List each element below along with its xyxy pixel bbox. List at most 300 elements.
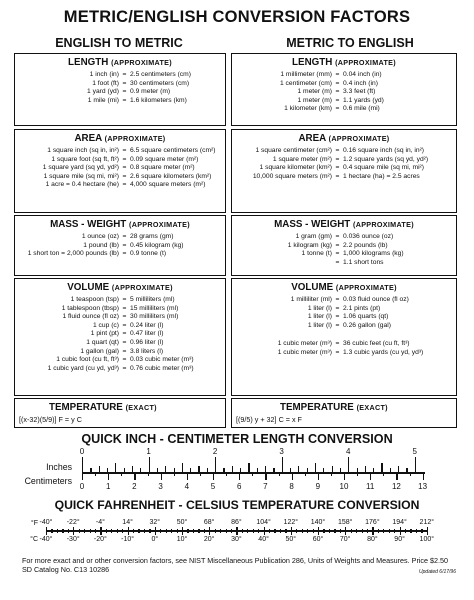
cm-number: 9 <box>315 482 321 491</box>
english-to-metric-heading: ENGLISH TO METRIC <box>55 36 183 50</box>
conversion-row <box>236 97 452 106</box>
cm-number: 11 <box>366 482 375 491</box>
to-unit: 0.4 square mile (sq mi, mi²) <box>343 164 425 172</box>
inch-minor-tick <box>223 468 224 472</box>
conversion-row <box>236 164 452 173</box>
equals-sign: = <box>335 250 340 258</box>
cm-number: 6 <box>236 482 242 491</box>
equals-sign: = <box>122 147 127 154</box>
from-unit: 1 teaspoon (tsp) <box>70 296 119 303</box>
fahrenheit-label: °F <box>30 520 38 527</box>
inches-label: Inches <box>46 462 72 472</box>
from-unit: 1 foot (ft) <box>92 79 119 87</box>
to-unit: 0.96 liter (l) <box>130 338 164 346</box>
fahrenheit-value: 122° <box>283 519 299 526</box>
fahrenheit-value: 140° <box>310 519 326 526</box>
cm-half-tick <box>410 472 411 476</box>
from-unit: 1 milliliter (ml) <box>290 296 332 303</box>
celsius-value: 90° <box>394 536 405 543</box>
from-unit: 1 kilometer (km) <box>284 105 332 113</box>
temperature-minor-tick <box>313 529 314 533</box>
inch-minor-tick <box>90 468 91 472</box>
temperature-minor-tick <box>62 529 63 533</box>
conversion-row <box>19 173 221 182</box>
fahrenheit-to-celsius-formula: [(x-32)(5/9)] F = y C <box>19 415 82 424</box>
temperature-minor-tick <box>215 529 216 533</box>
area-english-to-metric-box <box>14 129 226 213</box>
temperature-minor-tick <box>149 529 150 533</box>
equals-sign: = <box>122 233 127 240</box>
from-unit: 1 mile (mi) <box>87 96 119 104</box>
temperature-tick <box>427 527 428 535</box>
temperature-tick <box>372 527 373 535</box>
conversion-row <box>19 164 221 173</box>
equals-sign: = <box>122 96 127 104</box>
to-unit: 0.9 meter (m) <box>130 88 171 96</box>
to-unit: 1.3 cubic yards (cu yd, yd³) <box>343 348 424 356</box>
equals-sign: = <box>122 71 127 78</box>
to-unit: 0.6 mile (mi) <box>343 105 380 113</box>
temperature-minor-tick <box>57 529 58 533</box>
conversion-row <box>236 349 452 358</box>
to-unit: 0.16 square inch (sq in, in²) <box>343 147 425 154</box>
cm-number: 5 <box>210 482 216 491</box>
from-unit: 1 acre = 0.4 hectare (he) <box>45 181 119 189</box>
equals-sign: = <box>335 172 340 180</box>
temperature-tick <box>182 527 183 535</box>
to-unit: 2.6 square kilometers (km²) <box>130 172 212 180</box>
mass-english-to-metric-box <box>14 215 226 276</box>
temperature-tick <box>291 527 292 535</box>
equals-sign: = <box>335 155 340 163</box>
temperature-minor-tick <box>351 529 352 533</box>
conversion-row <box>19 250 221 259</box>
temperature-minor-tick <box>106 529 107 533</box>
from-unit: 1 square kilometer (km²) <box>259 164 332 172</box>
length-english-to-metric-box <box>14 53 226 126</box>
conversion-row <box>236 233 452 242</box>
from-unit: 1 yard (yd) <box>87 88 119 96</box>
volume-metric-to-english-box <box>231 278 457 396</box>
celsius-value: -10° <box>121 536 135 543</box>
section-heading: LENGTH (APPROXIMATE) <box>292 57 396 68</box>
from-unit: 10,000 square meters (m²) <box>252 172 332 180</box>
conversion-row <box>236 305 452 314</box>
temperature-minor-tick <box>378 529 379 533</box>
celsius-value: -40° <box>39 536 53 543</box>
equals-sign: = <box>335 96 340 104</box>
celsius-value: 100° <box>419 536 435 543</box>
to-unit: 3.8 liters (l) <box>130 347 164 355</box>
conversion-row <box>19 322 221 331</box>
cm-tick <box>396 472 397 480</box>
conversion-row <box>19 80 221 89</box>
from-unit: 1 cubic meter (m³) <box>277 348 332 356</box>
cm-tick <box>318 472 319 480</box>
celsius-value: 60° <box>312 536 324 543</box>
from-unit: 1 meter (m) <box>297 96 332 104</box>
to-unit: 4,000 square meters (m²) <box>130 181 206 189</box>
equals-sign: = <box>122 313 127 321</box>
to-unit: 28 grams (gm) <box>130 233 174 240</box>
from-unit: 1 cup (c) <box>92 321 119 329</box>
fahrenheit-value: -22° <box>66 519 80 526</box>
cm-half-tick <box>174 472 175 476</box>
section-heading: VOLUME (APPROXIMATE) <box>291 282 397 293</box>
equals-sign: = <box>122 164 127 172</box>
equals-sign: = <box>335 71 340 78</box>
equals-sign: = <box>122 356 127 364</box>
celsius-value: 30° <box>231 536 242 543</box>
inch-minor-tick <box>315 463 316 472</box>
temperature-tick <box>264 527 265 535</box>
temperature-minor-tick <box>166 529 167 533</box>
fahrenheit-value: 194° <box>392 519 407 526</box>
equals-sign: = <box>122 172 127 180</box>
inch-minor-tick <box>140 468 141 472</box>
conversion-row <box>19 356 221 365</box>
conversion-row <box>236 80 452 89</box>
area-metric-to-english-box <box>231 129 457 213</box>
equals-sign: = <box>122 330 127 338</box>
temperature-minor-tick <box>231 529 232 533</box>
to-unit: 1,000 kilograms (kg) <box>343 250 404 258</box>
to-unit: 1.2 square yards (sq yd, yd²) <box>343 155 429 163</box>
temperature-minor-tick <box>198 529 199 533</box>
inch-minor-tick <box>99 466 100 472</box>
inch-minor-tick <box>132 466 133 472</box>
celsius-value: 70° <box>339 536 351 543</box>
temperature-minor-tick <box>193 529 194 533</box>
from-unit: 1 inch (in) <box>89 71 119 78</box>
cm-number: 13 <box>418 482 428 491</box>
inch-number: 4 <box>345 447 351 456</box>
to-unit: 0.8 square meter (m²) <box>130 164 195 172</box>
equals-sign: = <box>122 364 127 372</box>
temperature-tick <box>318 527 319 535</box>
equals-sign: = <box>335 340 340 348</box>
temperature-minor-tick <box>285 529 286 533</box>
from-unit: 1 cubic foot (cu ft, ft³) <box>56 356 119 364</box>
to-unit: 0.76 cubic meter (m³) <box>130 364 194 372</box>
conversion-row <box>19 147 221 156</box>
conversion-row <box>19 313 221 322</box>
inch-number: 2 <box>212 447 218 456</box>
fahrenheit-value: -40° <box>39 519 53 526</box>
equals-sign: = <box>335 348 340 356</box>
cm-half-tick <box>148 472 149 476</box>
temperature-minor-tick <box>269 529 270 533</box>
to-unit: 2.1 pints (pt) <box>343 304 381 312</box>
inch-minor-tick <box>340 468 341 472</box>
equals-sign: = <box>335 258 340 266</box>
from-unit: 1 square mile (sq mi, mi²) <box>43 172 119 180</box>
temperature-minor-tick <box>117 529 118 533</box>
conversion-row <box>236 313 452 322</box>
from-unit: 1 square foot (sq ft, ft²) <box>51 155 119 163</box>
equals-sign: = <box>122 296 127 303</box>
fahrenheit-value: 32° <box>149 519 161 526</box>
from-unit: 1 centimeter (cm) <box>279 79 332 87</box>
to-unit: 15 milliliters (ml) <box>130 304 179 312</box>
from-unit: 1 square yard (sq yd, yd²) <box>42 164 119 172</box>
fahrenheit-value: 68° <box>203 519 215 526</box>
fahrenheit-value: 86° <box>231 519 242 526</box>
cm-half-tick <box>200 472 201 476</box>
inch-major-tick <box>348 457 349 472</box>
conversion-row <box>19 365 221 374</box>
from-unit: 1 pound (lb) <box>83 241 119 249</box>
inch-major-tick <box>415 457 416 472</box>
from-unit: 1 pint (pt) <box>90 330 119 338</box>
to-unit: 0.09 square meter (m²) <box>130 155 199 163</box>
inch-minor-tick <box>373 468 374 472</box>
inch-number: 0 <box>79 447 85 456</box>
inch-number: 1 <box>146 447 151 456</box>
conversion-row <box>236 173 452 182</box>
inch-number: 3 <box>279 447 284 456</box>
cm-number: 10 <box>339 482 349 491</box>
section-heading: LENGTH (APPROXIMATE) <box>68 57 172 68</box>
temperature-minor-tick <box>421 529 422 533</box>
inch-minor-tick <box>390 468 391 472</box>
temperature-tick <box>46 527 47 535</box>
section-heading: TEMPERATURE (EXACT) <box>49 402 157 413</box>
inch-minor-tick <box>298 466 299 472</box>
length-metric-to-english-box <box>231 53 457 126</box>
to-unit: 30 milliliters (ml) <box>130 313 179 321</box>
metric-to-english-heading: METRIC TO ENGLISH <box>286 36 414 50</box>
temperature-tick <box>73 527 74 535</box>
inch-minor-tick <box>257 468 258 472</box>
from-unit <box>236 259 332 268</box>
from-unit: 1 tablespoon (tbsp) <box>61 304 119 312</box>
temperature-minor-tick <box>51 529 52 533</box>
conversion-row <box>236 340 452 349</box>
equals-sign: = <box>122 347 127 355</box>
temperature-minor-tick <box>334 529 335 533</box>
to-unit: 30 centimeters (cm) <box>130 79 190 87</box>
to-unit: 0.4 inch (in) <box>343 79 378 87</box>
temperature-minor-tick <box>247 529 248 533</box>
to-unit: 0.9 tonne (t) <box>130 250 167 258</box>
cm-tick <box>187 472 188 480</box>
from-unit: 1 meter (m) <box>297 88 332 96</box>
to-unit: 2.2 pounds (lb) <box>343 241 388 249</box>
temperature-tick <box>400 527 401 535</box>
temperature-minor-tick <box>362 529 363 533</box>
equals-sign: = <box>122 304 127 312</box>
from-unit: 1 cubic yard (cu yd, yd³) <box>47 364 119 372</box>
temperature-minor-tick <box>296 529 297 533</box>
fahrenheit-value: 50° <box>176 519 188 526</box>
length-conversion-title: QUICK INCH - CENTIMETER LENGTH CONVERSION <box>81 432 393 446</box>
equals-sign: = <box>122 155 127 163</box>
section-heading: AREA (APPROXIMATE) <box>298 133 390 144</box>
to-unit: 0.24 liter (l) <box>130 321 164 329</box>
temperature-minor-tick <box>410 529 411 533</box>
temperature-minor-tick <box>389 529 390 533</box>
section-heading: VOLUME (APPROXIMATE) <box>67 282 173 293</box>
temperature-minor-tick <box>95 529 96 533</box>
cm-number: 0 <box>79 482 85 491</box>
inch-minor-tick <box>190 468 191 472</box>
to-unit: 6.5 square centimeters (cm²) <box>130 147 216 154</box>
fahrenheit-value: -4° <box>95 519 105 526</box>
cm-tick <box>370 472 371 480</box>
celsius-value: 10° <box>176 536 188 543</box>
cm-tick <box>213 472 214 480</box>
fahrenheit-value: 14° <box>122 519 133 526</box>
inch-minor-tick <box>323 468 324 472</box>
cm-half-tick <box>279 472 280 476</box>
inch-minor-tick <box>365 466 366 472</box>
temperature-tick <box>209 527 210 535</box>
to-unit: 3.3 feet (ft) <box>343 88 376 96</box>
conversion-row <box>236 156 452 165</box>
inch-minor-tick <box>182 463 183 472</box>
temperature-tick <box>345 527 346 535</box>
fahrenheit-value: 158° <box>337 519 353 526</box>
to-unit: 0.04 inch (in) <box>343 71 382 78</box>
inch-minor-tick <box>232 466 233 472</box>
equals-sign: = <box>335 88 340 96</box>
temperature-minor-tick <box>258 529 259 533</box>
to-unit: 1.06 quarts (qt) <box>343 313 389 321</box>
conversion-row <box>19 296 221 305</box>
inch-minor-tick <box>381 463 382 472</box>
temperature-minor-tick <box>405 529 406 533</box>
equals-sign: = <box>122 250 127 258</box>
equals-sign: = <box>335 233 340 240</box>
to-unit: 1.1 short tons <box>343 258 384 266</box>
conversion-row <box>19 97 221 106</box>
temperature-minor-tick <box>329 529 330 533</box>
temperature-minor-tick <box>122 529 123 533</box>
temperature-minor-tick <box>177 529 178 533</box>
to-unit: 0.47 liter (l) <box>130 330 164 338</box>
from-unit: 1 kilogram (kg) <box>287 241 332 249</box>
celsius-to-fahrenheit-formula: [(9/5) y + 32] C = x F <box>236 415 302 424</box>
cm-half-tick <box>121 472 122 476</box>
conversion-row <box>19 339 221 348</box>
temperature-minor-tick <box>84 529 85 533</box>
fahrenheit-value: 104° <box>256 519 271 526</box>
conversion-row <box>236 105 452 114</box>
cm-tick <box>239 472 240 480</box>
conversion-row <box>236 147 452 156</box>
celsius-value: 40° <box>258 536 269 543</box>
mass-metric-to-english-box <box>231 215 457 276</box>
section-heading: AREA (APPROXIMATE) <box>74 133 166 144</box>
cm-half-tick <box>95 472 96 476</box>
conversion-row <box>19 181 221 190</box>
to-unit: 0.26 gallon (gal) <box>343 321 391 329</box>
inch-minor-tick <box>157 468 158 472</box>
inch-major-tick <box>149 457 150 472</box>
equals-sign: = <box>122 181 127 189</box>
cm-number: 1 <box>105 482 111 491</box>
cm-half-tick <box>357 472 358 476</box>
to-unit: 5 milliliters (ml) <box>130 296 175 303</box>
conversion-row <box>236 88 452 97</box>
inch-minor-tick <box>406 468 407 472</box>
temperature-minor-tick <box>204 529 205 533</box>
cm-tick <box>265 472 266 480</box>
celsius-value: -20° <box>93 536 107 543</box>
conversion-row <box>236 259 452 268</box>
conversion-row <box>19 348 221 357</box>
temperature-minor-tick <box>242 529 243 533</box>
celsius-value: 0° <box>151 536 159 543</box>
to-unit: 2.5 centimeters (cm) <box>130 71 191 78</box>
temperature-conversion-title: QUICK FAHRENHEIT - CELSIUS TEMPERATURE CONVERSION <box>54 498 420 512</box>
cm-half-tick <box>226 472 227 476</box>
inch-minor-tick <box>115 463 116 472</box>
inch-minor-tick <box>248 463 249 472</box>
from-unit: 1 square centimeter (cm²) <box>255 147 332 154</box>
equals-sign: = <box>122 321 127 329</box>
inch-minor-tick <box>124 468 125 472</box>
footer-note: For more exact and or other conversion factors, see NIST Miscellaneous Publication 286, Units of Weights and Measures. Price $2.50 SD Catalog No. C13 10286 <box>22 556 449 574</box>
cm-number: 4 <box>184 482 190 491</box>
updated-date: Updated 6/17/96 <box>419 569 456 575</box>
temperature-minor-tick <box>274 529 275 533</box>
fahrenheit-value: 212° <box>419 519 435 526</box>
equals-sign: = <box>335 79 340 87</box>
section-heading: TEMPERATURE (EXACT) <box>280 402 388 413</box>
from-unit: 1 liter (l) <box>307 313 332 321</box>
centimeters-label: Centimeters <box>24 476 72 486</box>
conversion-row <box>19 71 221 80</box>
temperature-minor-tick <box>416 529 417 533</box>
equals-sign: = <box>335 321 340 329</box>
conversion-row <box>19 242 221 251</box>
from-unit: 1 ounce (oz) <box>81 233 119 240</box>
from-unit: 1 tonne (t) <box>301 250 332 258</box>
section-heading: MASS - WEIGHT (APPROXIMATE) <box>274 219 414 230</box>
temperature-minor-tick <box>220 529 221 533</box>
celsius-label: °C <box>30 536 38 543</box>
section-heading: MASS - WEIGHT (APPROXIMATE) <box>50 219 190 230</box>
inch-major-tick <box>215 457 216 472</box>
from-unit: 1 gram (gm) <box>295 233 332 240</box>
inch-minor-tick <box>398 466 399 472</box>
from-unit: 1 liter (l) <box>307 304 332 312</box>
to-unit: 0.03 cubic meter (m³) <box>130 356 194 364</box>
cm-tick <box>423 472 424 480</box>
temperature-minor-tick <box>138 529 139 533</box>
temperature-minor-tick <box>226 529 227 533</box>
cm-tick <box>292 472 293 480</box>
temperature-minor-tick <box>68 529 69 533</box>
from-unit: 1 cubic meter (m³) <box>277 340 332 348</box>
fahrenheit-value: 176° <box>365 519 380 526</box>
equals-sign: = <box>122 241 127 249</box>
cm-number: 2 <box>132 482 137 491</box>
conversion-row <box>236 250 452 259</box>
temperature-minor-tick <box>133 529 134 533</box>
cm-tick <box>344 472 345 480</box>
to-unit: 0.036 ounce (oz) <box>343 233 394 240</box>
temperature-minor-tick <box>79 529 80 533</box>
temperature-minor-tick <box>323 529 324 533</box>
cm-number: 3 <box>158 482 163 491</box>
from-unit: 1 square meter (m²) <box>272 155 332 163</box>
temperature-minor-tick <box>340 529 341 533</box>
cm-tick <box>134 472 135 480</box>
cm-half-tick <box>383 472 384 476</box>
